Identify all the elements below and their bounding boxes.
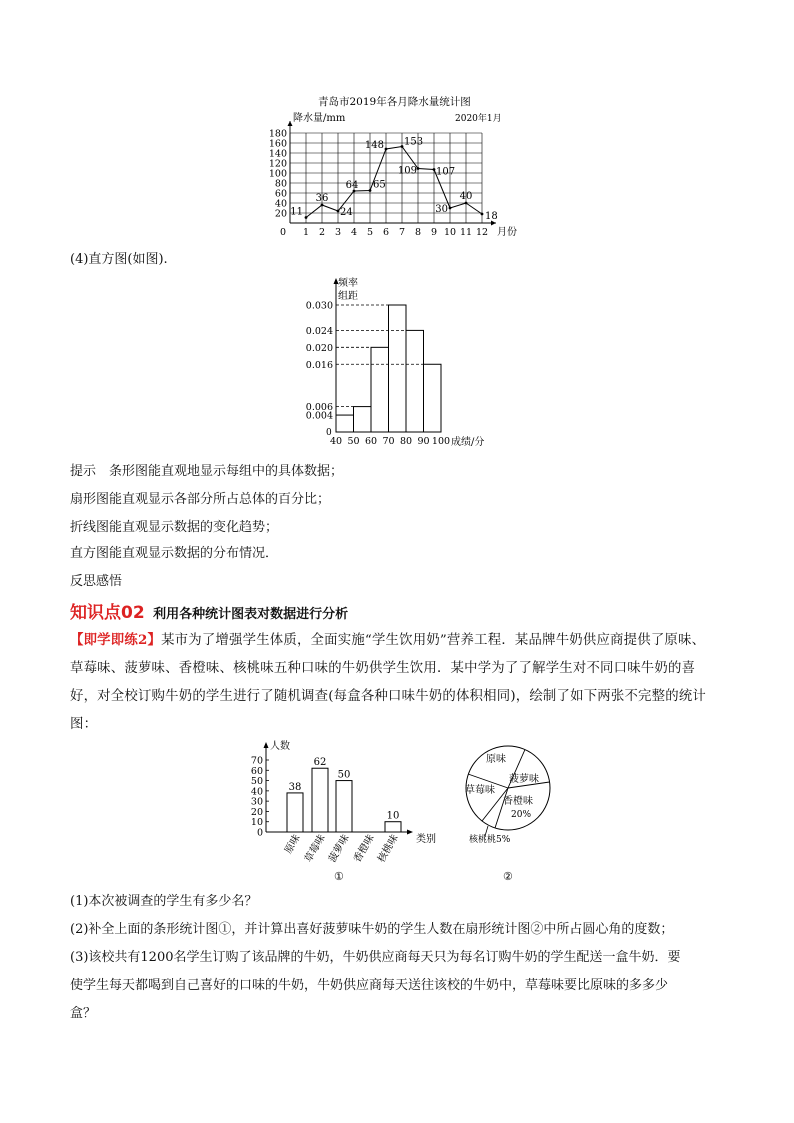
histogram-xlabel: 成绩/分 xyxy=(451,437,485,448)
line-chart-grid xyxy=(288,121,497,226)
histogram-zero: 0 xyxy=(326,428,332,438)
line-chart-point xyxy=(385,148,388,151)
hint-line-2: 扇形图能直观显示各部分所占总体的百分比； xyxy=(70,492,331,507)
bar-chart-category-label: 菠萝味 xyxy=(327,833,352,865)
question-3-line-2: 使学生每天都喝到自己喜好的口味的牛奶，牛奶供应商每天送往该校的牛奶中，草莓味要比原味的多多少 xyxy=(70,978,669,993)
line-chart-x-tick: 8 xyxy=(414,227,422,238)
pie-chart-caption: ② xyxy=(503,870,513,883)
section-heading xyxy=(70,598,348,623)
question-1: (1)本次被调查的学生有多少名？ xyxy=(70,894,258,909)
bar-chart-value-label: 50 xyxy=(337,769,351,781)
bar-chart-categories xyxy=(281,832,400,864)
histogram-x-ticks xyxy=(330,436,450,447)
exercise-tag: 【即学即练2】 xyxy=(70,632,162,648)
bar-chart-y-tick: 40 xyxy=(250,786,263,798)
rainfall-line-chart xyxy=(250,88,540,240)
histogram-x-tick: 50 xyxy=(347,436,360,447)
bar-chart-category-label: 原味 xyxy=(283,833,303,856)
line-chart-value-label: 30 xyxy=(435,204,448,215)
histogram-x-tick: 70 xyxy=(382,436,395,447)
section-title-text: 利用各种统计图表对数据进行分析 xyxy=(153,607,349,622)
line-chart-y-tick: 40 xyxy=(274,198,287,210)
histogram-bar xyxy=(336,415,354,432)
line-chart-x-tick: 4 xyxy=(350,227,358,238)
histogram-bar xyxy=(389,305,407,432)
histogram-y-tick: 0.024 xyxy=(305,325,333,337)
line-chart-y-tick: 180 xyxy=(268,128,287,140)
histogram-ylabel-top: 频率 xyxy=(338,278,358,289)
line-chart-point xyxy=(449,207,452,210)
line-chart-x-tick: 6 xyxy=(382,227,390,238)
line-chart-y-ticks xyxy=(269,129,287,220)
line-chart-value-label: 24 xyxy=(340,207,353,218)
line-chart-points xyxy=(305,145,484,219)
bar-chart-ylabel: 人数 xyxy=(270,741,290,752)
bar-chart-bar xyxy=(336,781,352,832)
line-chart-x-tick: 9 xyxy=(430,227,438,238)
bar-chart-y-arrow xyxy=(264,742,269,748)
line-chart-x-tick: 12 xyxy=(475,227,489,238)
bar-chart-category-label: 核桃味 xyxy=(376,833,401,865)
histogram-x-tick: 80 xyxy=(399,436,413,447)
line-chart-x-tick: 11 xyxy=(459,227,473,238)
reflection-heading: 反思感悟 xyxy=(70,574,123,589)
histogram-bar xyxy=(354,407,372,432)
pie-label-strawberry: 草莓味 xyxy=(465,785,495,796)
line-chart-value-label: 18 xyxy=(485,211,498,222)
item4-label: (4)直方图(如图). xyxy=(70,252,168,267)
histogram-x-tick: 40 xyxy=(329,436,343,447)
line-chart-ylabel: 降水量/mm xyxy=(293,113,346,124)
line-chart-y-tick: 140 xyxy=(268,148,287,160)
score-histogram xyxy=(290,270,520,450)
line-chart-y-tick: 60 xyxy=(274,188,287,200)
knowledge-point-label: 知识点02 xyxy=(70,603,145,623)
histogram-x-tick: 90 xyxy=(417,436,430,447)
line-chart-y-tick: 100 xyxy=(268,168,287,180)
line-chart-y-tick: 120 xyxy=(268,158,287,170)
line-chart-point xyxy=(321,204,324,207)
histogram-bar xyxy=(406,330,424,432)
line-chart-x-tick: 1 xyxy=(302,227,310,238)
line-chart-y-tick: 20 xyxy=(274,208,287,220)
question-2: (2)补全上面的条形统计图①，并计算出喜好菠萝味牛奶的学生人数在扇形统计图②中所占圆心角的度数； xyxy=(70,922,674,937)
line-chart-x-tick: 5 xyxy=(366,227,374,238)
histogram-bars xyxy=(336,305,441,432)
bar-chart-value-label: 38 xyxy=(288,781,302,793)
line-chart-point xyxy=(401,145,404,148)
bar-chart-x-arrow xyxy=(407,830,413,835)
histogram-y-tick: 0.016 xyxy=(305,359,333,371)
line-chart-x-tick: 2 xyxy=(318,227,326,238)
bar-chart-value-label: 62 xyxy=(313,757,327,769)
line-chart-point xyxy=(305,216,308,219)
bar-chart-category-label: 香橙味 xyxy=(352,833,377,865)
line-chart-value-label: 64 xyxy=(345,180,359,191)
line-chart-x-ticks xyxy=(280,227,488,238)
pie-label-orange: 香橙味 xyxy=(503,796,533,807)
line-chart-point xyxy=(417,167,420,170)
line-chart-value-label: 153 xyxy=(404,136,424,148)
line-chart-value-label: 107 xyxy=(436,166,456,178)
hint-line-4: 直方图能直观显示数据的分布情况． xyxy=(70,546,279,561)
line-chart-value-label: 148 xyxy=(364,140,384,151)
bar-chart-caption: ① xyxy=(334,870,344,883)
bar-chart-value-label: 10 xyxy=(386,810,400,822)
line-chart-value-label: 65 xyxy=(373,179,386,191)
bar-chart-bar xyxy=(287,793,303,832)
hint-line-3: 折线图能直观显示数据的变化趋势； xyxy=(70,520,279,535)
line-chart-point xyxy=(433,168,436,171)
histogram-y-tick: 0.006 xyxy=(305,402,333,414)
line-chart-y-tick: 80 xyxy=(274,178,287,190)
line-chart-value-labels xyxy=(290,137,497,223)
histogram-bar xyxy=(424,364,442,432)
bar-chart-y-tick: 30 xyxy=(250,796,263,808)
bar-chart-xlabel: 类别 xyxy=(416,834,436,845)
line-chart-y-tick: 160 xyxy=(268,138,287,150)
line-chart-x-tick: 7 xyxy=(398,227,406,238)
bar-chart-y-tick: 50 xyxy=(250,776,263,788)
histogram-y-tick: 0.020 xyxy=(305,342,333,354)
histogram-x-tick: 100 xyxy=(431,436,451,447)
bar-chart-y-tick: 0 xyxy=(256,827,263,839)
hint-line-1: 提示 条形图能直观地显示每组中的具体数据； xyxy=(70,464,344,479)
pie-label-walnut: 核桃桃5% xyxy=(469,835,511,845)
line-chart-x-tick: 0 xyxy=(279,227,287,238)
exercise-line-3: 好，对全校订购牛奶的学生进行了随机调查(每盒各种口味牛奶的体积相同)，绘制了如下两张不完整的统计 xyxy=(70,689,707,704)
pie-label-original: 原味 xyxy=(486,754,506,765)
line-chart-point xyxy=(369,189,372,192)
line-chart-title: 青岛市2019年各月降水量统计图 xyxy=(318,96,471,108)
line-chart-y-arrow xyxy=(288,121,293,126)
exercise-line-4: 图： xyxy=(70,717,98,732)
rainfall-series-line xyxy=(306,147,482,218)
line-chart-value-label: 11 xyxy=(290,206,303,218)
histogram-ylabel-bottom: 组距 xyxy=(338,291,358,302)
line-chart-point xyxy=(465,202,468,205)
bar-chart-y-tick: 20 xyxy=(250,806,263,818)
exercise-line-1: 某市为了增强学生体质，全面实施“学生饮用奶”营养工程．某品牌牛奶供应商提供了原味、 xyxy=(161,633,706,648)
flavor-pie-chart xyxy=(455,738,575,886)
histogram-bar xyxy=(371,347,389,432)
line-chart-x-tick: 10 xyxy=(443,227,457,238)
exercise-paragraph xyxy=(70,626,730,739)
question-3-line-1: (3)该校共有1200名学生订购了该品牌的牛奶，牛奶供应商每天只为每名订购牛奶的学生配送一盒牛奶．要 xyxy=(70,950,681,965)
histogram-y-ticks xyxy=(306,301,333,422)
line-chart-point xyxy=(337,210,340,213)
line-chart-date-note: 2020年1月 xyxy=(455,114,502,124)
pie-label-pineapple: 菠萝味 xyxy=(509,774,539,785)
exercise-line-2: 草莓味、菠萝味、香橙味、核桃味五种口味的牛奶供学生饮用．某中学为了了解学生对不同口味牛奶的喜 xyxy=(70,661,696,676)
histogram-y-tick: 0.030 xyxy=(305,300,333,312)
bar-chart-y-tick: 10 xyxy=(250,817,263,829)
line-chart-value-label: 36 xyxy=(315,193,329,204)
histogram-y-tick: 0.004 xyxy=(305,410,333,422)
bar-chart-y-tick: 60 xyxy=(250,765,263,777)
line-chart-xlabel: 月份 xyxy=(497,227,517,238)
bar-chart-bar xyxy=(385,822,401,832)
line-chart-x-tick: 3 xyxy=(334,227,342,238)
bar-chart-y-tick: 70 xyxy=(250,755,263,767)
pie-label-orange-pct: 20% xyxy=(511,810,532,820)
question-3-line-3: 盒？ xyxy=(70,1006,97,1021)
bar-chart-bar xyxy=(312,768,328,832)
bar-chart-category-label: 草莓味 xyxy=(303,833,328,865)
line-chart-value-label: 40 xyxy=(459,191,473,202)
line-chart-value-label: 109 xyxy=(397,165,417,177)
histogram-x-tick: 60 xyxy=(364,436,378,447)
line-chart-point xyxy=(481,213,484,216)
flavor-bar-chart xyxy=(238,738,448,886)
